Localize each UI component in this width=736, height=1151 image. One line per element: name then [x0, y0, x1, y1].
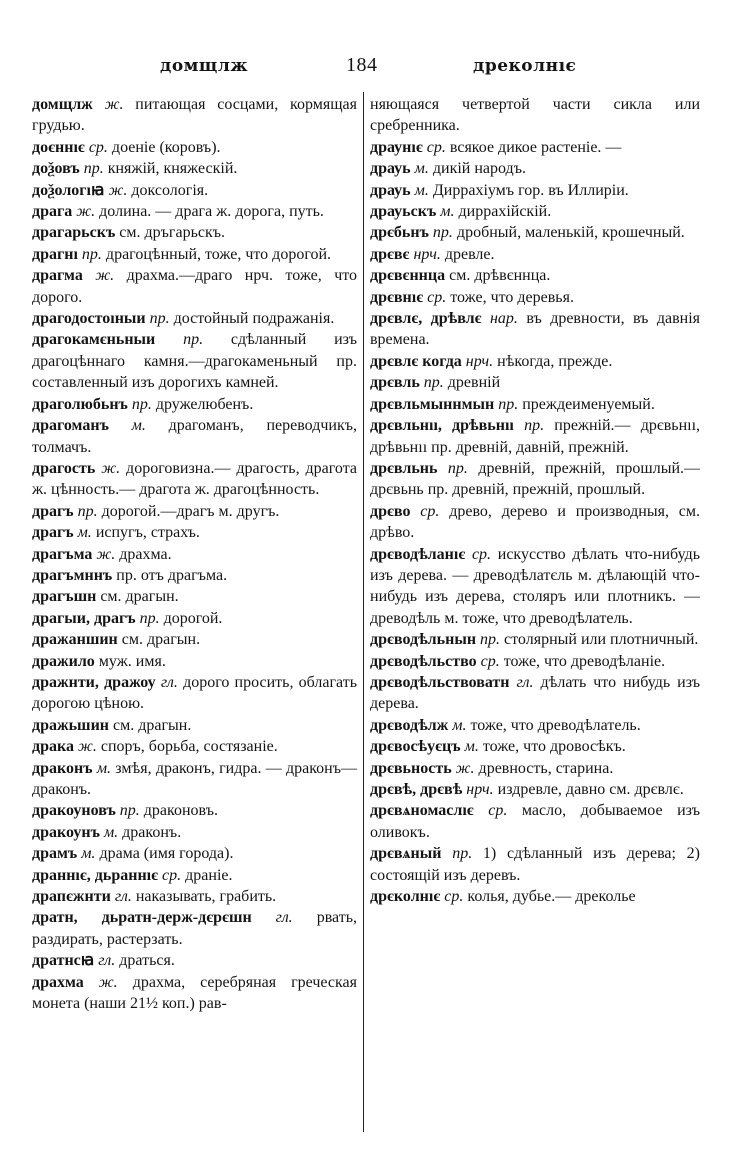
entry-definition: муж. имя.	[98, 652, 166, 670]
entry-grammar-abbr: гл.	[275, 909, 293, 927]
column-divider	[363, 92, 364, 1132]
dictionary-entry	[32, 950, 357, 971]
dictionary-entry	[370, 715, 700, 736]
entry-headword: драннıє, дьраннıє	[32, 866, 159, 884]
dictionary-entry	[370, 501, 700, 544]
entry-grammar-abbr: м.	[103, 823, 119, 841]
entry-grammar-abbr: м.	[414, 181, 429, 199]
entry-definition: дорого просить, облагать дорогою цѣною.	[32, 673, 358, 713]
dictionary-entry	[32, 222, 357, 243]
entry-definition: доеніе (коровъ).	[111, 138, 221, 156]
dictionary-entry	[370, 629, 700, 650]
entry-definition: древо, дерево и производныя, см. дрѣво.	[370, 502, 701, 542]
dictionary-entry	[32, 94, 357, 137]
entry-headword: дратнсꙗ	[32, 952, 95, 970]
entry-definition: змѣя, драконъ, гидра. — драконъ—драконъ.	[32, 759, 358, 798]
entry-grammar-abbr: ж.	[108, 181, 128, 199]
dictionary-entry	[32, 629, 357, 650]
dictionary-entry	[370, 651, 700, 672]
dictionary-entry	[32, 565, 357, 586]
dictionary-entry	[370, 137, 700, 158]
entry-definition: преждеименуемый.	[522, 395, 655, 413]
entry-grammar-abbr: пр.	[83, 160, 104, 178]
entry-headword: драгъ	[32, 524, 74, 542]
entry-definition: нѣкогда, прежде.	[497, 352, 613, 370]
dictionary-entry	[370, 843, 700, 886]
dictionary-entry	[32, 672, 357, 715]
entry-grammar-abbr: пр.	[524, 417, 545, 435]
entry-definition: см. дръгарьскъ.	[119, 224, 226, 242]
entry-headword: дрєвль	[370, 374, 420, 392]
entry-definition: драхма.—драго нрч. тоже, что дорого.	[32, 267, 358, 306]
entry-grammar-abbr: м.	[414, 160, 429, 178]
entry-headword: дражаншин	[32, 631, 118, 649]
entry-grammar-abbr: ср.	[488, 802, 508, 820]
dictionary-entry	[32, 158, 357, 179]
dictionary-entry	[370, 351, 700, 372]
entry-definition: см. дрѣвєннца.	[449, 267, 551, 285]
entry-definition: искусство дѣлать что-нибудь изъ дерева. — древодѣлатєль м. дѣлающій что-нибудь изъ дерева, столяръ или плотникъ. — древодѣль м. тоже, что древодѣлатель.	[370, 545, 701, 627]
entry-definition: достойный подражанія.	[173, 310, 335, 328]
dictionary-entry	[370, 308, 700, 351]
entry-grammar-abbr: нрч.	[413, 245, 441, 263]
entry-definition: княжій, княжескій.	[107, 160, 238, 178]
entry-headword: дратн, дьратн-держ-дєрєшн	[32, 909, 252, 927]
entry-headword: дражьшин	[32, 716, 109, 734]
dictionary-entry	[370, 287, 700, 308]
entry-headword: драгость	[32, 459, 96, 477]
entry-headword: дрєвльнıı, дрѣвьнıı	[370, 417, 514, 435]
entry-definition: драконъ.	[122, 823, 182, 841]
entry-definition: дорогой.—драгъ м. другъ.	[101, 502, 280, 520]
dictionary-entry	[32, 715, 357, 736]
entry-definition: древній	[447, 374, 501, 392]
entry-headword: дрєвлє когда	[370, 352, 462, 370]
dictionary-entry	[32, 865, 357, 886]
entry-grammar-abbr: м.	[81, 845, 96, 863]
entry-definition: драконовъ.	[143, 802, 218, 820]
entry-definition: дѣлать что нибудь изъ дерева.	[370, 673, 701, 713]
entry-grammar-abbr: гл.	[98, 952, 116, 970]
dictionary-entry	[370, 244, 700, 265]
dictionary-entry	[32, 415, 357, 458]
entry-definition: драма (имя города).	[99, 845, 234, 863]
entry-grammar-abbr: ж.	[76, 203, 96, 221]
left-column	[32, 94, 357, 1014]
entry-definition: дороговизна.— драгость, драгота ж. цѣнность.— драгота ж. драгоцѣнность.	[32, 459, 357, 499]
entry-grammar-abbr: ср.	[471, 545, 492, 563]
entry-definition: споръ, борьба, состязаніе.	[100, 738, 278, 756]
entry-grammar-abbr: ср.	[420, 502, 440, 520]
entry-headword: дракоунъ	[32, 823, 100, 841]
entry-grammar-abbr: пр.	[498, 395, 519, 413]
entry-headword: драгъма	[32, 545, 93, 563]
entry-grammar-abbr: ср.	[162, 866, 182, 884]
dictionary-entry	[32, 544, 357, 565]
entry-grammar-abbr: ж.	[101, 459, 121, 477]
entry-headword: дражило	[32, 652, 95, 670]
entry-grammar-abbr: гл.	[160, 673, 178, 691]
entry-definition: няющаяся четвертой части сикла или сребренника.	[370, 96, 700, 135]
entry-headword: дракоуновъ	[32, 802, 116, 820]
entry-definition: драхма.	[119, 545, 172, 563]
entry-headword: драуьскъ	[370, 203, 437, 221]
entry-grammar-abbr: пр.	[119, 802, 140, 820]
dictionary-entry	[370, 886, 700, 907]
dictionary-entry	[370, 415, 700, 458]
entry-headword: драгъ	[32, 502, 74, 520]
entry-grammar-abbr: м.	[131, 417, 146, 435]
entry-headword: доѯологıꙗ	[32, 181, 105, 199]
entry-grammar-abbr: пр.	[139, 609, 160, 627]
entry-definition: колья, дубье.— дреколье	[467, 888, 636, 906]
dictionary-entry	[370, 394, 700, 415]
entry-definition: въ древности, въ давнія времена.	[370, 310, 701, 349]
entry-headword: драгъмннъ	[32, 566, 113, 584]
entry-headword: дрєвєннца	[370, 267, 446, 285]
entry-definition: тоже, что древодѣлатель.	[470, 716, 641, 734]
entry-definition: тоже, что дровосѣкъ.	[482, 738, 626, 756]
entry-headword: драгоманъ	[32, 417, 109, 435]
entry-headword: драконъ	[32, 759, 93, 777]
entry-headword: драгма	[32, 267, 83, 285]
entry-definition: древле.	[444, 245, 495, 263]
entry-headword: драгыи, драгъ	[32, 609, 136, 627]
entry-definition: 1) сдѣланный изъ дерева; 2) состоящій изъ деревъ.	[370, 845, 701, 884]
entry-headword: дрєвльнь	[370, 459, 438, 477]
entry-grammar-abbr: м.	[77, 524, 92, 542]
dictionary-entry	[32, 586, 357, 607]
entry-grammar-abbr: ж.	[95, 267, 115, 285]
dictionary-entry	[32, 822, 357, 843]
dictionary-entry	[370, 372, 700, 393]
dictionary-entry	[32, 265, 357, 308]
entry-grammar-abbr: нрч.	[466, 781, 494, 798]
entry-headword: дрєвнıє	[370, 288, 424, 306]
dictionary-entry	[32, 608, 357, 629]
dictionary-entry	[370, 158, 700, 179]
entry-grammar-abbr: ж.	[77, 738, 97, 756]
entry-headword: дрєвє	[370, 245, 410, 263]
entry-headword: драунıє	[370, 138, 423, 156]
entry-definition: диррахійскій.	[458, 203, 552, 221]
dictionary-entry	[32, 651, 357, 672]
entry-headword: драголюбьнъ	[32, 395, 128, 413]
entry-definition: тоже, что древодѣланіе.	[503, 652, 666, 670]
entry-grammar-abbr: гл.	[516, 673, 534, 691]
entry-headword: дрєводѣльствоватн	[370, 673, 510, 691]
entry-grammar-abbr: м.	[464, 738, 479, 756]
entry-definition: наказывать, грабить.	[135, 888, 277, 906]
entry-definition: драгоманъ, переводчикъ, толмачъ.	[32, 417, 358, 456]
entry-headword: дрєвѧномаслıє	[370, 802, 474, 820]
entry-grammar-abbr: пр.	[447, 459, 468, 477]
entry-headword: драгодостоıныи	[32, 310, 146, 328]
entry-definition: дружелюбенъ.	[155, 395, 254, 413]
entry-definition: питающая сосцами, кормящая грудью.	[32, 96, 357, 135]
dictionary-entry	[32, 800, 357, 821]
entry-definition: см. драгын.	[100, 588, 179, 606]
dictionary-entry	[370, 758, 700, 779]
entry-definition: масло, добываемое изъ оливокъ.	[370, 802, 700, 841]
entry-headword: дрєводѣльство	[370, 652, 477, 670]
entry-definition: столярный или плотничный.	[504, 631, 699, 649]
entry-grammar-abbr: нар.	[489, 310, 518, 328]
entry-headword: дрєвѧный	[370, 845, 442, 863]
entry-definition: издревле, давно см. дрєвлє.	[497, 781, 684, 798]
entry-grammar-abbr: ср.	[427, 288, 447, 306]
entry-grammar-abbr: пр.	[432, 224, 453, 242]
entry-definition: дикій народъ.	[432, 160, 526, 178]
entry-definition: всякое дикое растеніе. —	[449, 138, 622, 156]
entry-grammar-abbr: ср.	[88, 138, 108, 156]
entry-grammar-abbr: пр.	[149, 310, 170, 328]
entry-grammar-abbr: ср.	[444, 888, 464, 906]
entry-grammar-abbr: пр.	[131, 395, 152, 413]
entry-grammar-abbr: пр.	[77, 502, 98, 520]
dictionary-entry	[32, 201, 357, 222]
dictionary-entry	[32, 501, 357, 522]
dictionary-entry	[370, 458, 700, 501]
entry-definition: дорогой.	[163, 609, 223, 627]
dictionary-entry	[32, 329, 357, 393]
right-column	[370, 94, 700, 907]
entry-definition: древній, прежній, прошлый.—дрєвьнь пр. древній, прежній, прошлый.	[370, 459, 701, 499]
entry-definition: рвать, раздирать, растерзать.	[32, 909, 358, 948]
entry-definition: прежній.— дрєвьнıı, дрѣвьнıı пр. древній, давній, прежній.	[370, 417, 701, 456]
entry-headword: дрєводѣланıє	[370, 545, 466, 563]
entry-grammar-abbr: ж.	[104, 96, 124, 113]
entry-headword: дрєводѣлж	[370, 716, 449, 734]
entry-definition: доксологія.	[131, 181, 209, 199]
entry-headword: дрєво	[370, 502, 411, 520]
entry-grammar-abbr: ж.	[96, 545, 116, 563]
dictionary-entry	[370, 180, 700, 201]
entry-headword: драхма	[32, 973, 84, 991]
entry-definition: драгоцѣнный, тоже, что дорогой.	[105, 245, 332, 263]
entry-grammar-abbr: пр.	[452, 845, 473, 863]
page-number: 184	[346, 54, 378, 76]
dictionary-entry	[32, 972, 357, 1015]
dictionary-entry	[32, 907, 357, 950]
entry-grammar-abbr: м.	[440, 203, 455, 221]
entry-grammar-abbr: пр.	[81, 245, 102, 263]
entry-headword: дрєвьность	[370, 759, 452, 777]
page-header	[30, 50, 706, 86]
entry-definition: сдѣланный изъ драгоцѣннаго камня.—драгокаменьный пр. составленный изъ дорогихъ камней.	[32, 331, 357, 392]
entry-headword: драга	[32, 203, 73, 221]
entry-definition: драхма, серебряная греческая монета (наши 21½ коп.) рав-	[32, 973, 358, 1013]
entry-headword: дрєбьнъ	[370, 224, 429, 242]
dictionary-entry	[32, 137, 357, 158]
entry-grammar-abbr: м.	[452, 716, 467, 734]
entry-headword: драуь	[370, 181, 411, 199]
entry-headword: дрєколнıє	[370, 888, 441, 906]
dictionary-entry	[32, 394, 357, 415]
dictionary-entry	[370, 222, 700, 243]
entry-headword: драгокамєньныи	[32, 331, 156, 349]
entry-headword: драмъ	[32, 845, 78, 863]
dictionary-entry	[32, 886, 357, 907]
entry-headword: дрєвльмыннмын	[370, 395, 495, 413]
dictionary-entry	[370, 672, 700, 715]
entry-grammar-abbr: ж.	[455, 759, 475, 777]
dictionary-entry	[370, 201, 700, 222]
entry-headword: драгъшн	[32, 588, 97, 606]
dictionary-entry	[370, 800, 700, 843]
entry-headword: дрєвлє, дрѣвлє	[370, 310, 482, 328]
entry-headword: домщлж	[32, 96, 93, 113]
dictionary-entry	[32, 758, 357, 801]
entry-headword: дрєвѣ, дрєвѣ	[370, 781, 463, 798]
entry-headword: драуь	[370, 160, 411, 178]
entry-definition: тоже, что деревья.	[450, 288, 574, 306]
entry-grammar-abbr: пр.	[423, 374, 444, 392]
entry-headword: дражнти, дражоу	[32, 673, 156, 691]
dictionary-entry	[370, 94, 700, 137]
entry-grammar-abbr: ср.	[426, 138, 446, 156]
entry-headword: доѯовъ	[32, 160, 80, 178]
entry-grammar-abbr: ж.	[98, 973, 118, 991]
entry-headword: дрєвосѣуєцъ	[370, 738, 461, 756]
dictionary-entry	[32, 458, 357, 501]
entry-grammar-abbr: нрч.	[465, 352, 494, 370]
entry-headword: драгарьскъ	[32, 224, 116, 242]
entry-headword: дрєводѣльнын	[370, 631, 477, 649]
entry-grammar-abbr: ср.	[480, 652, 500, 670]
entry-headword: драгнı	[32, 245, 78, 263]
dictionary-entry	[32, 244, 357, 265]
entry-headword: драпєжнти	[32, 888, 111, 906]
dictionary-entry	[32, 180, 357, 201]
entry-definition: см. драгын.	[113, 716, 192, 734]
entry-definition: древность, старина.	[478, 759, 614, 777]
entry-definition: испугъ, страхъ.	[95, 524, 200, 542]
dictionary-entry	[370, 265, 700, 286]
dictionary-entry	[370, 736, 700, 757]
entry-headword: драка	[32, 738, 74, 756]
entry-definition: пр. отъ драгъма.	[116, 566, 228, 584]
dictionary-entry	[32, 308, 357, 329]
entry-definition: см. драгын.	[121, 631, 201, 649]
right-running-headword: дреколнıє	[473, 56, 577, 76]
dictionary-entry	[32, 522, 357, 543]
entry-grammar-abbr: пр.	[183, 331, 204, 349]
entry-definition: долина. — драга ж. дорога, путь.	[99, 203, 324, 221]
entry-definition: дробный, маленькій, крошечный.	[456, 224, 685, 242]
entry-grammar-abbr: гл.	[114, 888, 132, 906]
dictionary-entry	[32, 736, 357, 757]
dictionary-entry	[370, 779, 700, 800]
entry-definition: драніе.	[185, 866, 233, 884]
dictionary-entry	[370, 544, 700, 630]
left-running-headword: домщлж	[160, 56, 248, 76]
entry-definition: драться.	[119, 952, 175, 970]
entry-headword: доєннıє	[32, 138, 85, 156]
entry-grammar-abbr: пр.	[480, 631, 501, 649]
dictionary-entry	[32, 843, 357, 864]
entry-grammar-abbr: м.	[96, 759, 112, 777]
entry-definition: Диррахіумъ гор. въ Иллиріи.	[432, 181, 629, 199]
